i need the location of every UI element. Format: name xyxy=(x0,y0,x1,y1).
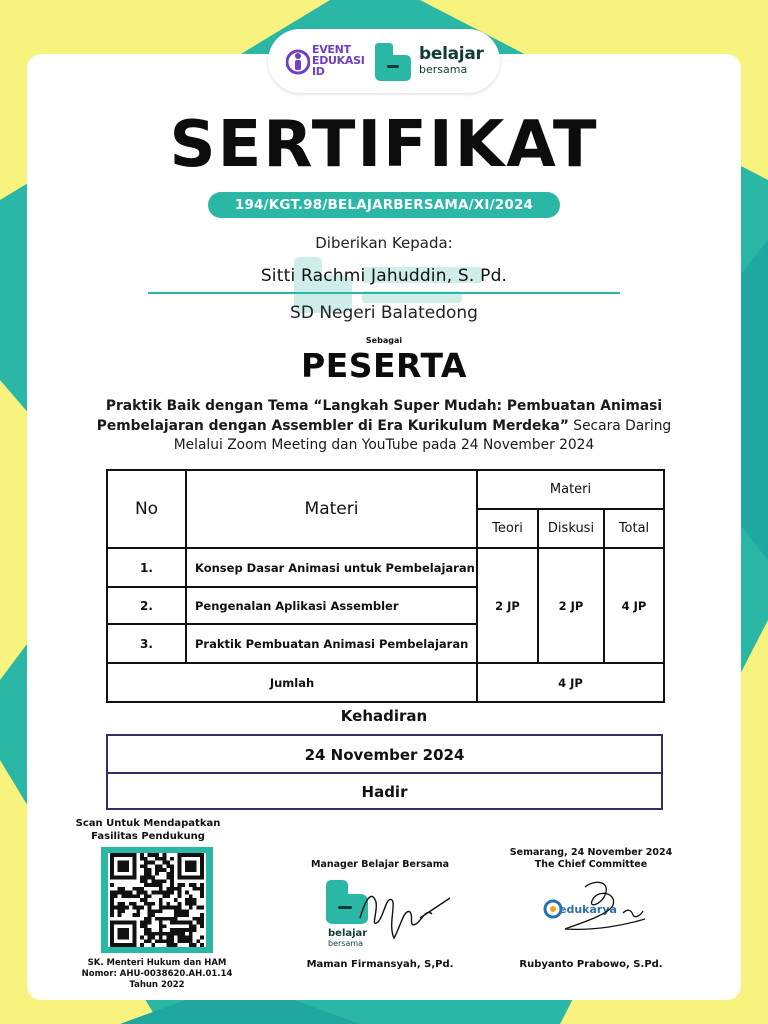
belajar-bersama-icon xyxy=(373,43,413,81)
total-value: 4 JP xyxy=(604,548,664,663)
header-total: Total xyxy=(604,509,664,548)
header-diskusi: Diskusi xyxy=(538,509,604,548)
sum-label: Jumlah xyxy=(107,663,477,702)
manager-title: Manager Belajar Bersama xyxy=(310,859,450,870)
place-date: Semarang, 24 November 2024 xyxy=(509,847,673,858)
bersama-text: bersama xyxy=(419,63,468,76)
given-to-label: Diberikan Kepada: xyxy=(315,234,453,252)
manager-name: Maman Firmansyah, S,Pd. xyxy=(306,959,454,970)
as-label: Sebagai xyxy=(365,336,403,345)
committee-name: Rubyanto Prabowo, S.Pd. xyxy=(519,959,663,970)
certificate-title: SERTIFIKAT xyxy=(169,108,599,182)
header-teori: Teori xyxy=(477,509,538,548)
legal-registration: SK. Menteri Hukum dan HAM Nomor: AHU-0038620.AH.01.14 Tahun 2022 xyxy=(81,958,233,990)
qr-caption: Scan Untuk Mendapatkan Fasilitas Pendukung xyxy=(75,818,221,842)
certificate-number: 194/KGT.98/BELAJARBERSAMA/XI/2024 xyxy=(208,192,560,218)
svg-text:belajar: belajar xyxy=(328,928,368,939)
attendance-label: Kehadiran xyxy=(340,707,428,725)
sum-row xyxy=(107,663,664,702)
role-title: PESERTA xyxy=(301,346,467,385)
attendance-status: Hadir xyxy=(361,783,408,801)
row-materi: Konsep Dasar Animasi untuk Pembelajaran xyxy=(186,548,477,587)
committee-stamp-signature xyxy=(535,875,655,937)
qr-code[interactable] xyxy=(108,853,206,947)
logo-banner xyxy=(268,29,500,93)
committee-header xyxy=(500,847,682,871)
materials-table xyxy=(106,469,665,703)
header-materi: Materi xyxy=(186,470,477,548)
description-part-3: Secara Daring Melalui Zoom Meeting dan YouTube pada 24 November 2024 xyxy=(173,417,672,453)
svg-text:edukarya: edukarya xyxy=(559,903,617,916)
row-no: 2. xyxy=(107,587,186,624)
recipient-school: SD Negeri Balatedong xyxy=(290,303,478,323)
event-edukasi-icon xyxy=(286,45,310,79)
diskusi-value: 2 JP xyxy=(538,548,604,663)
event-description xyxy=(0,397,768,456)
table-row xyxy=(107,548,664,587)
sum-value: 4 JP xyxy=(477,663,664,702)
event-edukasi-text: EVENT EDUKASI ID xyxy=(312,43,365,78)
attendance-date: 24 November 2024 xyxy=(108,736,661,774)
row-no: 3. xyxy=(107,624,186,663)
description-theme: “Langkah Super Mudah: Pembuatan Animasi Pembelajaran dengan Assembler di Era Kurikulum Merdeka” xyxy=(96,398,663,434)
header-materi-group: Materi xyxy=(477,470,664,509)
teori-value: 2 JP xyxy=(477,548,538,663)
svg-text:bersama: bersama xyxy=(328,939,364,948)
row-no: 1. xyxy=(107,548,186,587)
row-materi: Pengenalan Aplikasi Assembler xyxy=(186,587,477,624)
attendance-box xyxy=(106,734,663,810)
name-underline xyxy=(148,292,620,294)
committee-title: The Chief Committee xyxy=(534,859,648,870)
belajar-bersama-logo xyxy=(373,42,493,82)
row-materi: Praktik Pembuatan Animasi Pembelajaran xyxy=(186,624,477,663)
manager-stamp-signature xyxy=(320,878,460,950)
header-no: No xyxy=(107,470,186,548)
belajar-text: belajar xyxy=(419,44,484,64)
description-part-1: Praktik Baik dengan Tema xyxy=(105,398,314,414)
recipient-name: Sitti Rachmi Jahuddin, S. Pd. xyxy=(260,266,508,286)
event-edukasi-logo xyxy=(286,42,366,82)
